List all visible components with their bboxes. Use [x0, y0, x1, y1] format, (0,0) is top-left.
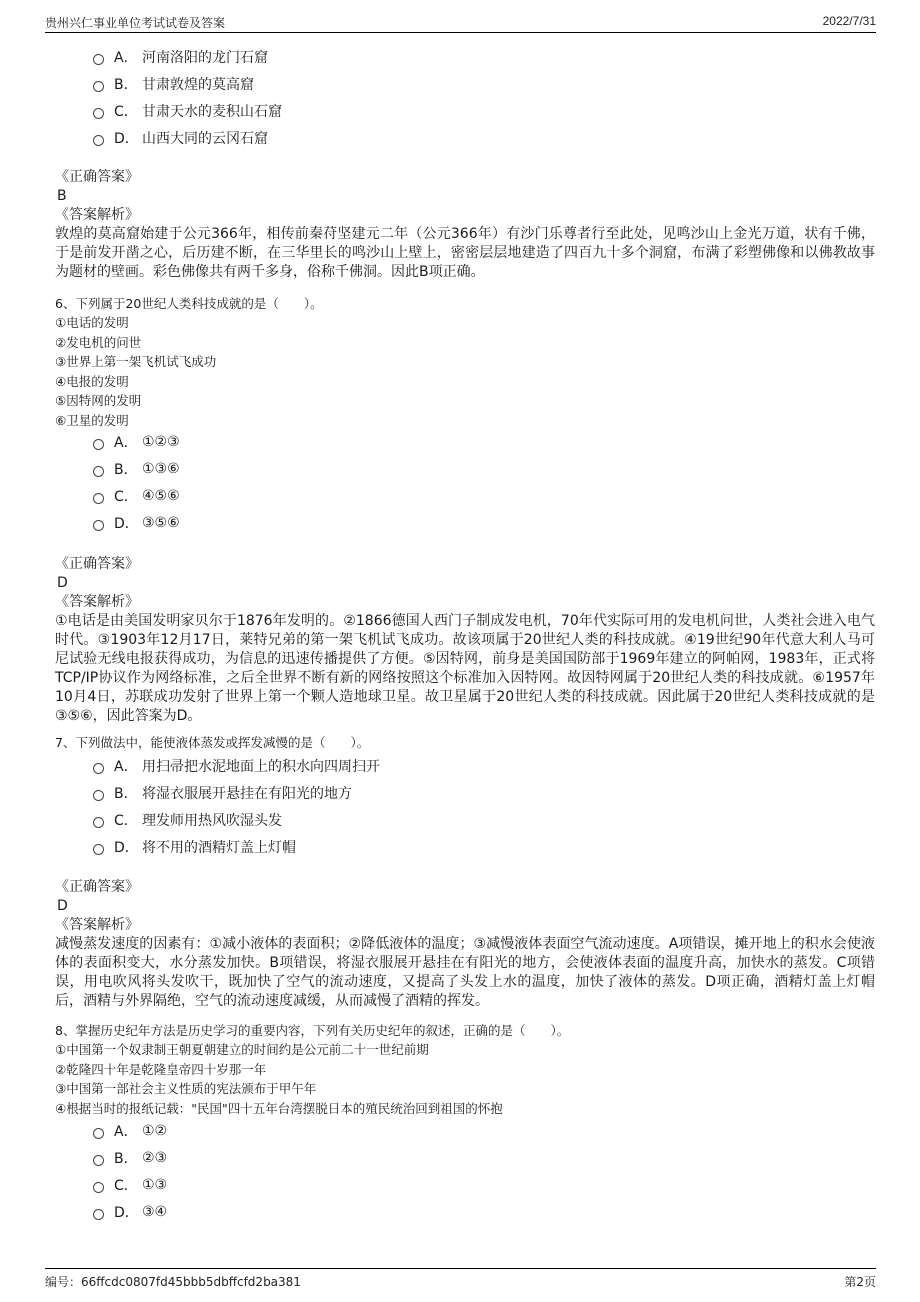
radio-icon[interactable]	[93, 108, 104, 119]
q5-options	[93, 43, 282, 151]
radio-icon[interactable]	[93, 466, 104, 477]
q6-answer-section	[55, 555, 875, 726]
analysis-text: 减慢蒸发速度的因素有：①减小液体的表面积；②降低液体的温度；③减慢液体表面空气流动速度。A项错误，摊开地上的积水会使液体的表面积变大，水分蒸发加快。B项错误，将湿衣服展开悬挂在有阳光的地方，会使液体表面的温度升高，加快水的蒸发。C项错误，用电吹风将头发吹干，既加快了空气的流动速度，又提高了头发上水的温度，加快了液体的蒸发。D项正确，酒精灯盖上灯帽后，酒精与外界隔绝，空气的流动速度减缓，从而减慢了酒精的挥发。	[55, 936, 875, 1009]
q5-option-a[interactable]: A． 河南洛阳的龙门石窟	[93, 43, 282, 70]
question-item: ⑥卫星的发明	[55, 412, 129, 428]
answer-value: D	[57, 575, 68, 591]
analysis-text: 敦煌的莫高窟始建于公元366年，相传前秦苻坚建元二年（公元366年）有沙门乐尊者行至此处，见鸣沙山上金光万道，状有千佛，于是前发开凿之心，后历建不断，在三华里长的鸣沙山上壁上，密密层层地建造了四百九十多个洞窟，布满了彩塑佛像和以佛教故事为题材的壁画。彩色佛像共有两千多身，俗称千佛洞。因此B项正确。	[55, 226, 875, 280]
radio-icon[interactable]	[93, 817, 104, 828]
analysis-label: 《答案解析》	[55, 917, 139, 933]
radio-icon[interactable]	[93, 54, 104, 65]
q6-option-d[interactable]: D． ③⑤⑥	[93, 509, 180, 536]
q7-options	[93, 752, 380, 860]
q5-option-c[interactable]: C． 甘肃天水的麦积山石窟	[93, 97, 282, 124]
radio-icon[interactable]	[93, 844, 104, 855]
answer-label: 《正确答案》	[55, 169, 139, 185]
question-text: 6、下列属于20世纪人类科技成就的是（ ）。	[55, 296, 323, 311]
q5-option-d[interactable]: D． 山西大同的云冈石窟	[93, 124, 282, 151]
radio-icon[interactable]	[93, 790, 104, 801]
question-item: ①电话的发明	[55, 315, 129, 330]
radio-icon[interactable]	[93, 520, 104, 531]
radio-icon[interactable]	[93, 1155, 104, 1166]
analysis-text: ①电话是由美国发明家贝尔于1876年发明的。②1866德国人西门子制成发电机，70年代实际可用的发电机问世，人类社会进入电气时代。③1903年12月17日，莱特兄弟的第一架飞机试飞成功。故该项属于20世纪人类的科技成就。④19世纪90年代意大利人马可尼试验无线电报获得成功，为信息的迅速传播提供了方便。⑤因特网，前身是美国国防部于1969年建立的阿帕网，1983年，正式将TCP/IP协议作为网络标准，之后全世界不断有新的网络按照这个标准加入因特网。故因特网属于20世纪人类的科技成就。⑥1957年10月4日，苏联成功发射了世界上第一个颗人造地球卫星。故卫星属于20世纪人类的科技成就。因此属于20世纪人类科技成就的是③⑤⑥，因此答案为D。	[55, 613, 875, 724]
q6-option-c[interactable]: C． ④⑤⑥	[93, 482, 180, 509]
radio-icon[interactable]	[93, 81, 104, 92]
radio-icon[interactable]	[93, 763, 104, 774]
q5-option-b[interactable]: B． 甘肃敦煌的莫高窟	[93, 70, 282, 97]
radio-icon[interactable]	[93, 135, 104, 146]
question-item: ①中国第一个奴隶制王朝夏朝建立的时间约是公元前二十一世纪前期	[55, 1042, 429, 1057]
question-item: ④根据当时的报纸记载："民国"四十五年台湾摆脱日本的殖民统治回到祖国的怀抱	[55, 1100, 503, 1116]
page-footer	[45, 1268, 876, 1291]
question-item: ⑤因特网的发明	[55, 393, 142, 408]
q7-option-b[interactable]: B． 将湿衣服展开悬挂在有阳光的地方	[93, 779, 380, 806]
page-number: 第2页	[844, 1275, 876, 1289]
answer-value: B	[57, 188, 67, 204]
q6-option-b[interactable]: B． ①③⑥	[93, 455, 180, 482]
q7-option-a[interactable]: A． 用扫帚把水泥地面上的积水向四周扫开	[93, 752, 380, 779]
q8-option-d[interactable]: D． ③④	[93, 1198, 167, 1225]
q6-section	[55, 294, 875, 430]
question-item: ③世界上第一架飞机试飞成功	[55, 354, 217, 369]
answer-label: 《正确答案》	[55, 556, 139, 572]
answer-label: 《正确答案》	[55, 879, 139, 895]
q8-section	[55, 1021, 875, 1118]
q7-section	[55, 733, 875, 752]
document-code: 编号：66ffcdc0807fd45bbb5dbffcfd2ba381	[45, 1275, 301, 1289]
q7-option-d[interactable]: D． 将不用的酒精灯盖上灯帽	[93, 833, 380, 860]
q7-answer-section	[55, 878, 875, 1011]
radio-icon[interactable]	[93, 1209, 104, 1220]
answer-value: D	[57, 898, 68, 914]
q8-options	[93, 1117, 167, 1225]
document-title: 贵州兴仁事业单位考试试卷及答案	[45, 16, 226, 30]
analysis-label: 《答案解析》	[55, 207, 139, 223]
radio-icon[interactable]	[93, 493, 104, 504]
q7-option-c[interactable]: C． 理发师用热风吹湿头发	[93, 806, 380, 833]
q5-answer-section	[55, 168, 875, 282]
radio-icon[interactable]	[93, 439, 104, 450]
question-item: ③中国第一部社会主义性质的宪法颁布于甲午年	[55, 1081, 317, 1096]
q6-option-a[interactable]: A． ①②③	[93, 428, 180, 455]
q8-option-c[interactable]: C． ①③	[93, 1171, 167, 1198]
question-item: ②乾隆四十年是乾隆皇帝四十岁那一年	[55, 1061, 267, 1077]
radio-icon[interactable]	[93, 1128, 104, 1139]
question-item: ②发电机的问世	[55, 334, 142, 350]
question-item: ④电报的发明	[55, 373, 129, 389]
q8-option-b[interactable]: B． ②③	[93, 1144, 167, 1171]
radio-icon[interactable]	[93, 1182, 104, 1193]
page-header	[45, 12, 876, 33]
question-text: 8、掌握历史纪年方法是历史学习的重要内容，下列有关历史纪年的叙述，正确的是（ ）。	[55, 1023, 570, 1038]
q6-options	[93, 428, 180, 536]
analysis-label: 《答案解析》	[55, 594, 139, 610]
question-text: 7、下列做法中，能使液体蒸发或挥发减慢的是（ ）。	[55, 735, 370, 750]
document-date: 2022/7/31	[822, 14, 876, 28]
q8-option-a[interactable]: A． ①②	[93, 1117, 167, 1144]
